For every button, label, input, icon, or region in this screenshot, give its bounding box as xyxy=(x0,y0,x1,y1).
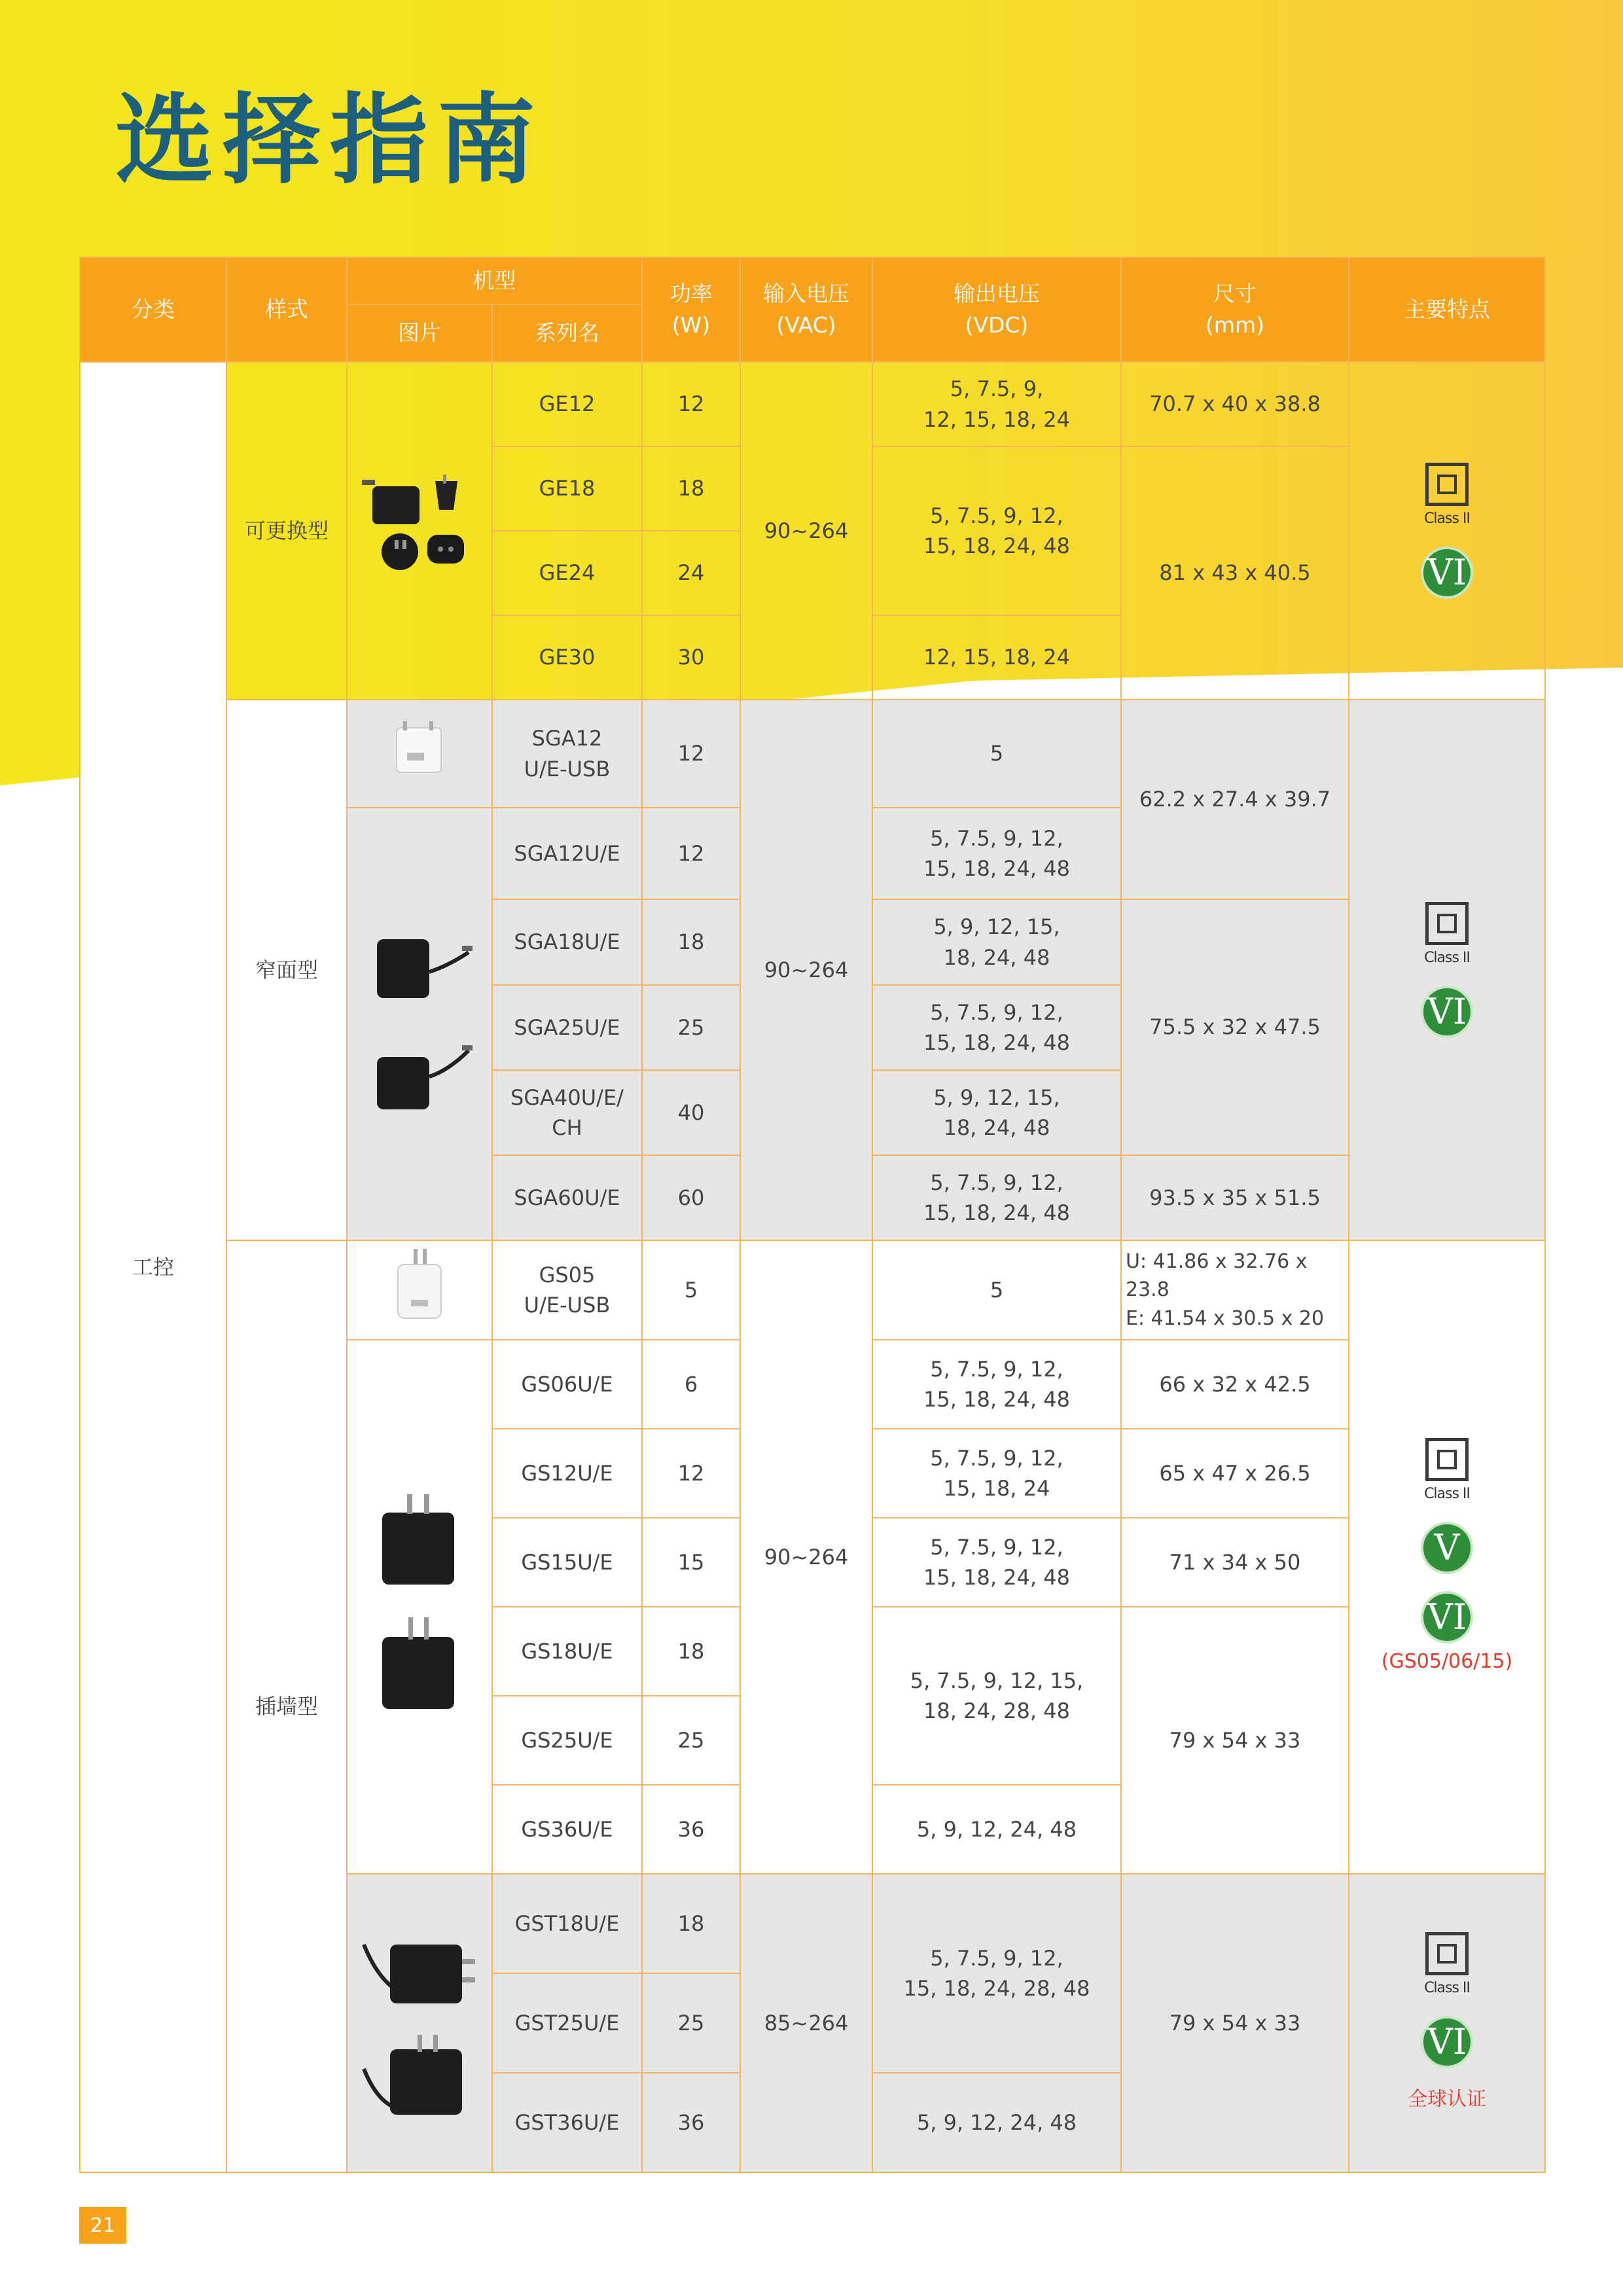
header-power: 功率 (W) xyxy=(642,257,740,362)
power-cell: 12 xyxy=(642,700,740,808)
adapter-wall-cable-eu-image xyxy=(357,2030,482,2128)
class-ii-icon: Class II xyxy=(1424,463,1470,529)
series-cell: GST18U/E xyxy=(492,1874,642,1973)
style-cell: 插墙型 xyxy=(226,1240,347,2172)
series-cell: SGA40U/E/ CH xyxy=(492,1070,642,1155)
series-cell: GE24 xyxy=(492,531,642,615)
style-cell: 窄面型 xyxy=(226,700,347,1240)
features-cell xyxy=(1349,362,1545,700)
series-cell: GS06U/E xyxy=(492,1340,642,1429)
series-cell: SGA12 U/E-USB xyxy=(492,700,642,808)
output-voltage-cell: 5, 9, 12, 15, 18, 24, 48 xyxy=(872,1070,1121,1155)
size-cell: 75.5 x 32 x 47.5 xyxy=(1121,899,1349,1155)
category-cell: 工控 xyxy=(80,362,226,2172)
series-cell: GS05 U/E-USB xyxy=(492,1240,642,1340)
power-cell: 36 xyxy=(642,2073,740,2172)
global-certification-note: 全球认证 xyxy=(1408,2088,1486,2111)
header-size: 尺寸 (mm) xyxy=(1121,257,1349,362)
features-cell xyxy=(1349,1240,1545,1874)
efficiency-level-badge: VI xyxy=(1421,986,1473,1038)
series-cell: GE30 xyxy=(492,615,642,700)
header-style: 样式 xyxy=(226,257,347,362)
adapter-usb-white-image xyxy=(383,713,455,785)
output-voltage-cell: 5, 7.5, 9, 12, 15, 18, 24, 48 xyxy=(872,446,1121,615)
output-voltage-cell: 5, 7.5, 9, 12, 15, 18, 24, 48 xyxy=(872,1155,1121,1240)
output-voltage-cell: 5, 7.5, 9, 12, 15, 18, 24, 48 xyxy=(872,1340,1121,1429)
adapter-wall-eu-image xyxy=(370,1613,469,1725)
output-voltage-cell: 5, 7.5, 9, 12, 15, 18, 24 xyxy=(872,362,1121,446)
power-cell: 12 xyxy=(642,1429,740,1518)
adapter-wall-cable-us-image xyxy=(357,1918,482,2017)
size-cell: 79 x 54 x 33 xyxy=(1121,1874,1349,2172)
adapter-interchangeable-image xyxy=(354,461,485,592)
size-cell: 93.5 x 35 x 51.5 xyxy=(1121,1155,1349,1240)
size-cell: 71 x 34 x 50 xyxy=(1121,1518,1349,1607)
product-image-gs xyxy=(347,1340,492,1874)
power-cell: 18 xyxy=(642,446,740,531)
power-cell: 5 xyxy=(642,1240,740,1340)
power-cell: 6 xyxy=(642,1340,740,1429)
power-cell: 60 xyxy=(642,1155,740,1240)
series-cell: GS18U/E xyxy=(492,1607,642,1696)
output-voltage-cell: 5, 7.5, 9, 12, 15, 18, 24, 28, 48 xyxy=(872,1874,1121,2073)
adapter-wall-us-image xyxy=(370,1489,469,1600)
adapter-black-cable-image xyxy=(364,920,475,1018)
power-cell: 18 xyxy=(642,899,740,985)
power-cell: 12 xyxy=(642,362,740,446)
class-ii-icon: Class II xyxy=(1424,1932,1470,1999)
product-image-ge xyxy=(347,362,492,700)
power-cell: 25 xyxy=(642,985,740,1070)
power-cell: 30 xyxy=(642,615,740,700)
model-note: (GS05/06/15) xyxy=(1381,1650,1513,1674)
power-cell: 24 xyxy=(642,531,740,615)
page-title: 选择指南 xyxy=(115,84,545,198)
header-category: 分类 xyxy=(80,257,226,362)
size-cell: 81 x 43 x 40.5 xyxy=(1121,446,1349,700)
header-picture: 图片 xyxy=(347,304,492,362)
header-input-voltage: 输入电压 (VAC) xyxy=(740,257,872,362)
size-cell: 62.2 x 27.4 x 39.7 xyxy=(1121,700,1349,899)
output-voltage-cell: 5, 7.5, 9, 12, 15, 18, 24, 48 xyxy=(872,808,1121,899)
class-ii-icon: Class II xyxy=(1424,902,1470,969)
series-cell: GS12U/E xyxy=(492,1429,642,1518)
size-cell: 70.7 x 40 x 38.8 xyxy=(1121,362,1349,446)
features-cell xyxy=(1349,1874,1545,2172)
output-voltage-cell: 5 xyxy=(872,700,1121,808)
output-voltage-cell: 12, 15, 18, 24 xyxy=(872,615,1121,700)
product-image-gs05-usb xyxy=(347,1240,492,1340)
adapter-usb-white-eu-image xyxy=(383,1244,455,1329)
table-row xyxy=(80,700,1545,808)
input-voltage-cell: 90~264 xyxy=(740,362,872,700)
style-cell: 可更换型 xyxy=(226,362,347,700)
header-output-voltage: 输出电压 (VDC) xyxy=(872,257,1121,362)
product-image-gst xyxy=(347,1874,492,2172)
output-voltage-cell: 5, 9, 12, 24, 48 xyxy=(872,1785,1121,1874)
size-cell: 66 x 32 x 42.5 xyxy=(1121,1340,1349,1429)
power-cell: 25 xyxy=(642,1696,740,1785)
power-cell: 18 xyxy=(642,1874,740,1973)
power-cell: 15 xyxy=(642,1518,740,1607)
power-cell: 25 xyxy=(642,1973,740,2073)
header-model: 机型 xyxy=(347,257,642,304)
table-row xyxy=(80,362,1545,446)
series-cell: SGA60U/E xyxy=(492,1155,642,1240)
series-cell: SGA12U/E xyxy=(492,808,642,899)
size-cell: U: 41.86 x 32.76 x 23.8 E: 41.54 x 30.5 x 20 xyxy=(1121,1240,1349,1340)
header-series: 系列名 xyxy=(492,304,642,362)
selection-guide-table xyxy=(79,257,1546,2173)
product-image-sga12-usb xyxy=(347,700,492,808)
series-cell: GST25U/E xyxy=(492,1973,642,2073)
output-voltage-cell: 5, 7.5, 9, 12, 15, 18, 24 xyxy=(872,1429,1121,1518)
output-voltage-cell: 5, 7.5, 9, 12, 15, 18, 24, 48 xyxy=(872,985,1121,1070)
efficiency-level-vi-badge: VI xyxy=(1421,1591,1473,1643)
efficiency-level-v-badge: V xyxy=(1421,1522,1473,1574)
size-cell: 65 x 47 x 26.5 xyxy=(1121,1429,1349,1518)
output-voltage-cell: 5, 7.5, 9, 12, 15, 18, 24, 28, 48 xyxy=(872,1607,1121,1785)
power-cell: 36 xyxy=(642,1785,740,1874)
input-voltage-cell: 90~264 xyxy=(740,700,872,1240)
series-cell: GE18 xyxy=(492,446,642,531)
output-voltage-cell: 5, 7.5, 9, 12, 15, 18, 24, 48 xyxy=(872,1518,1121,1607)
output-voltage-cell: 5, 9, 12, 24, 48 xyxy=(872,2073,1121,2172)
power-cell: 40 xyxy=(642,1070,740,1155)
output-voltage-cell: 5 xyxy=(872,1240,1121,1340)
series-cell: GE12 xyxy=(492,362,642,446)
series-cell: GST36U/E xyxy=(492,2073,642,2172)
adapter-black-cable-image-2 xyxy=(364,1031,475,1129)
series-cell: GS15U/E xyxy=(492,1518,642,1607)
input-voltage-cell: 90~264 xyxy=(740,1240,872,1874)
output-voltage-cell: 5, 9, 12, 15, 18, 24, 48 xyxy=(872,899,1121,985)
size-cell: 79 x 54 x 33 xyxy=(1121,1607,1349,1874)
efficiency-level-badge: VI xyxy=(1421,2016,1473,2068)
table-row xyxy=(80,1240,1545,1340)
class-ii-icon: Class II xyxy=(1424,1438,1470,1505)
features-cell xyxy=(1349,700,1545,1240)
series-cell: SGA25U/E xyxy=(492,985,642,1070)
efficiency-level-badge: VI xyxy=(1421,547,1473,599)
series-cell: GS36U/E xyxy=(492,1785,642,1874)
product-image-sga xyxy=(347,808,492,1240)
header-features: 主要特点 xyxy=(1349,257,1545,362)
power-cell: 18 xyxy=(642,1607,740,1696)
series-cell: GS25U/E xyxy=(492,1696,642,1785)
power-cell: 12 xyxy=(642,808,740,899)
series-cell: SGA18U/E xyxy=(492,899,642,985)
input-voltage-cell: 85~264 xyxy=(740,1874,872,2172)
page-number: 21 xyxy=(79,2207,126,2244)
